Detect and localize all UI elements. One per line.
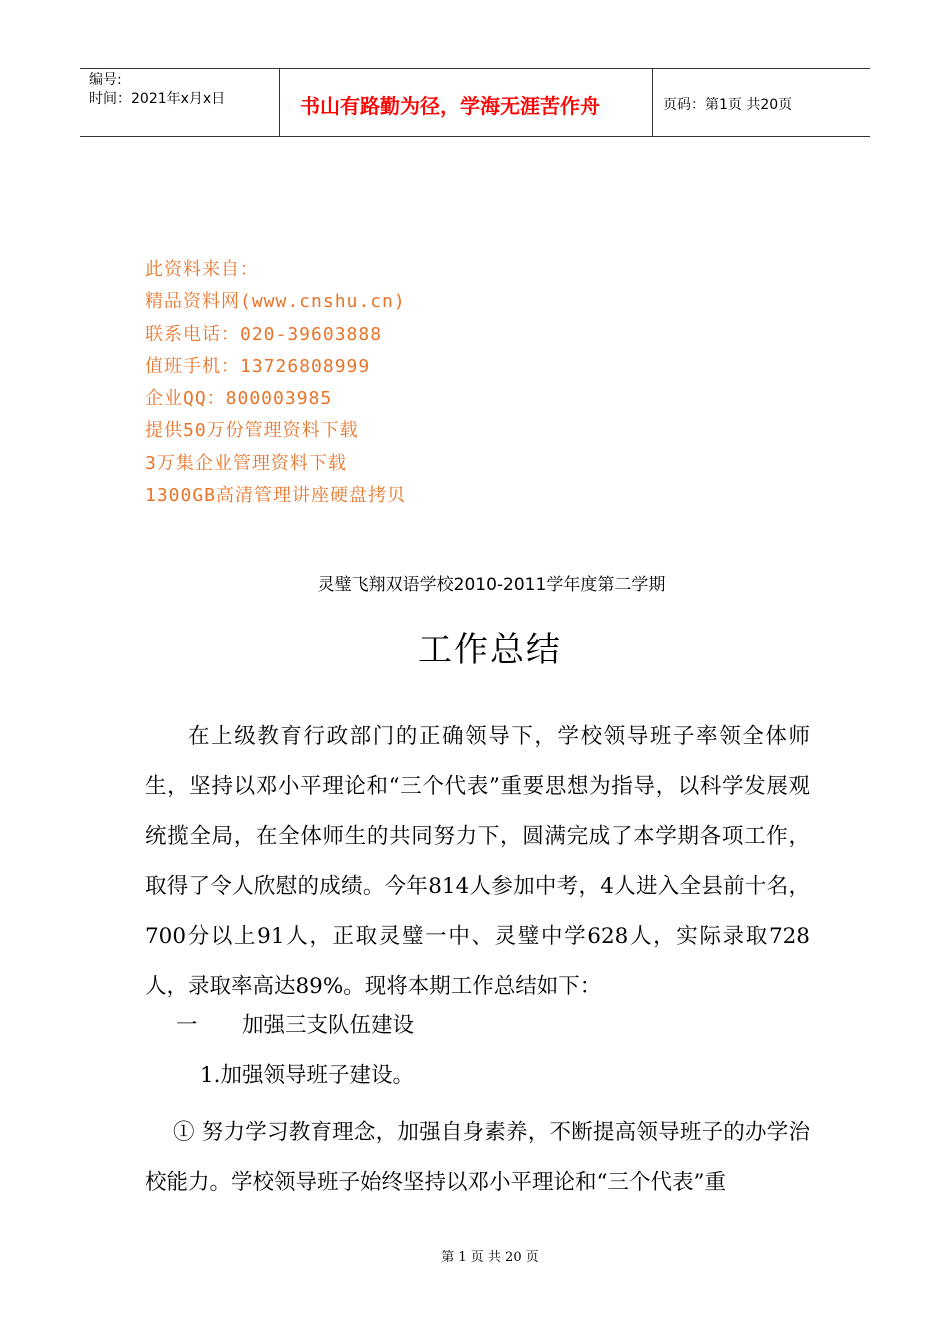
header-table xyxy=(80,68,870,137)
info-line: 1300GB高清管理讲座硬盘拷贝 xyxy=(145,485,407,507)
intro-paragraph: 在上级教育行政部门的正确领导下，学校领导班子率领全体师生，坚持以邓小平理论和“三个代表”重要思想为指导，以科学发展观统揽全局，在全体师生的共同努力下，圆满完成了本学期各项工作，取得了令人欣慰的成绩。今年814人参加中考，4人进入全县前十名，700分以上91人，正取灵璧一中、灵璧中学628人，实际录取728人，录取率高达89%。现将本期工作总结如下： xyxy=(145,724,810,999)
info-line: 值班手机：13726808999 xyxy=(145,355,371,377)
section-heading xyxy=(176,1008,414,1039)
info-line: 提供50万份管理资料下载 xyxy=(145,420,359,442)
section-title: 加强三支队伍建设 xyxy=(242,1013,415,1038)
info-line: 企业QQ：800003985 xyxy=(145,388,333,410)
page-footer: 第 1 页 共 20 页 xyxy=(441,1250,539,1265)
section-number: 一 xyxy=(176,1013,198,1038)
header-left-cell xyxy=(80,69,280,136)
document-subtitle: 灵璧飞翔双语学校2010-2011学年度第二学期 xyxy=(317,575,666,595)
body-section xyxy=(145,1108,810,1208)
time-label: 时间：2021年x月x日 xyxy=(89,91,226,107)
source-info-block xyxy=(145,254,406,512)
info-line: 联系电话：020-39603888 xyxy=(145,323,383,345)
info-line: 3万集企业管理资料下载 xyxy=(145,452,347,474)
page-info: 页码：第1页 共20页 xyxy=(663,97,793,113)
document-title: 工作总结 xyxy=(418,630,562,670)
subsection-heading: 1.加强领导班子建设。 xyxy=(200,1063,415,1088)
motto: 书山有路勤为径，学海无涯苦作舟 xyxy=(280,69,653,136)
number-label: 编号: xyxy=(89,72,122,88)
info-line: 精品资料网(www.cnshu.cn) xyxy=(145,291,406,313)
body-paragraph: ① 努力学习教育理念，加强自身素养，不断提高领导班子的办学治校能力。学校领导班子始终坚持以邓小平理论和“三个代表”重 xyxy=(145,1120,810,1195)
info-line: 此资料来自： xyxy=(145,259,259,280)
intro-section xyxy=(145,712,810,1012)
